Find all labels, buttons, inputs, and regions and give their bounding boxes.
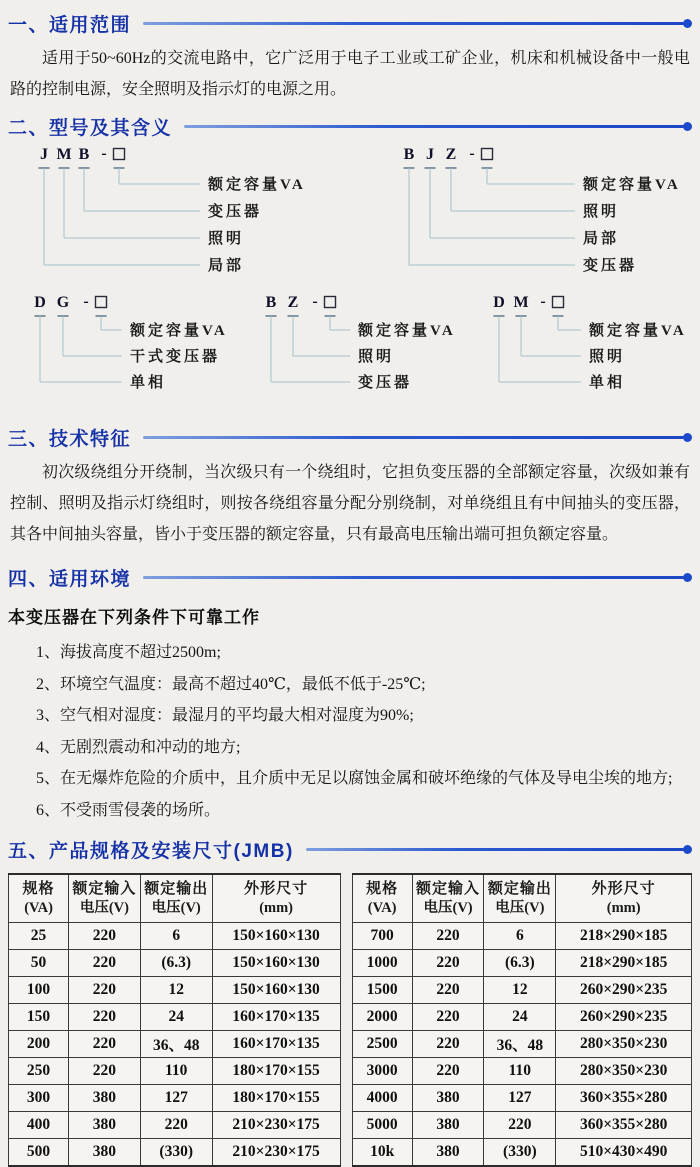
diagram-label: 额定容量VA — [130, 323, 228, 339]
env-condition-item: 3、空气相对湿度：最湿月的平均最大相对湿度为90%; — [36, 707, 414, 724]
spec-cell: 700 — [352, 923, 412, 950]
environment-condition-list — [8, 637, 692, 826]
header-row — [352, 874, 691, 923]
spec-row — [352, 1085, 691, 1112]
spec-cell: 220 — [69, 977, 141, 1004]
spec-cell: 380 — [69, 1112, 141, 1139]
heading-rule — [143, 576, 684, 579]
diagram-label: 局部 — [583, 231, 620, 247]
spec-table-header — [352, 874, 691, 923]
spec-cell: 220 — [69, 950, 141, 977]
spec-cell: 6 — [484, 923, 556, 950]
heading-rule — [143, 436, 684, 439]
spec-cell: 360×355×280 — [556, 1112, 692, 1139]
model-diagram-jmb — [20, 142, 343, 284]
spec-row — [9, 1139, 341, 1167]
column-header: 规格 (VA) — [352, 874, 412, 923]
column-header: 额定输入 电压(V) — [69, 874, 141, 923]
code-letter: B — [265, 294, 276, 311]
spec-cell: 150×160×130 — [212, 923, 340, 950]
code-letter: M — [56, 146, 72, 163]
section-4-title: 四、适用环境 — [8, 569, 132, 590]
model-diagram-dm — [481, 290, 692, 408]
code-dash: - — [540, 293, 547, 310]
diagram-label: 额定容量VA — [589, 323, 688, 339]
column-header: 外形尺寸 (mm) — [556, 874, 692, 923]
spec-cell: 380 — [412, 1139, 484, 1167]
spec-cell: 1500 — [352, 977, 412, 1004]
spec-row — [352, 977, 691, 1004]
code-dash: - — [83, 293, 89, 310]
section-3-title: 三、技术特征 — [8, 429, 132, 450]
spec-cell: 2500 — [352, 1031, 412, 1058]
diagram-label: 干式变压器 — [130, 349, 221, 365]
section-1-title: 一、适用范围 — [8, 15, 132, 36]
spec-cell: 250 — [9, 1058, 69, 1085]
section-5-heading — [8, 836, 692, 863]
diagram-label: 局部 — [208, 258, 245, 274]
code-letter: J — [40, 146, 48, 163]
spec-cell: 24 — [140, 1004, 212, 1031]
spec-cell: 360×355×280 — [556, 1085, 692, 1112]
heading-rule-dot — [683, 122, 692, 131]
capacity-box-icon — [96, 297, 107, 308]
env-condition-item: 6、不受雨雪侵袭的场所。 — [36, 801, 221, 819]
spec-cell: 380 — [69, 1139, 141, 1167]
diagram-label: 照明 — [583, 204, 620, 220]
spec-row — [9, 1085, 341, 1112]
spec-cell: 220 — [69, 923, 141, 950]
column-header: 额定输出 电压(V) — [484, 874, 556, 923]
diagram-label: 变压器 — [208, 204, 263, 220]
spec-cell: 180×170×155 — [212, 1085, 340, 1112]
spec-row — [9, 1031, 341, 1058]
env-condition-item: 2、环境空气温度：最高不超过40℃，最低不低于-25℃; — [36, 675, 426, 693]
section-5-title: 五、产品规格及安装尺寸(JMB) — [8, 841, 294, 862]
spec-row — [352, 1031, 691, 1058]
spec-cell: 280×350×230 — [556, 1058, 692, 1085]
diagram-label: 变压器 — [357, 375, 412, 391]
section-2-title: 二、型号及其含义 — [8, 118, 173, 139]
diagram-label: 照明 — [589, 349, 626, 365]
spec-cell: 218×290×185 — [556, 923, 692, 950]
spec-cell: 300 — [9, 1085, 69, 1112]
spec-cell: 25 — [9, 923, 69, 950]
spec-cell: 36、48 — [484, 1031, 556, 1058]
spec-cell: 110 — [140, 1058, 212, 1085]
spec-table-header — [9, 874, 341, 923]
spec-row — [9, 950, 341, 977]
spec-cell: 220 — [412, 977, 484, 1004]
spec-cell: 150 — [9, 1004, 69, 1031]
heading-rule — [306, 848, 684, 851]
spec-cell: 50 — [9, 950, 69, 977]
code-letter: B — [78, 146, 90, 163]
spec-row — [352, 950, 691, 977]
spec-cell: 380 — [412, 1112, 484, 1139]
spec-table-right — [352, 873, 692, 1167]
code-letter: Z — [287, 294, 298, 311]
code-dash: - — [469, 145, 475, 162]
spec-cell: 220 — [140, 1112, 212, 1139]
spec-row — [9, 977, 341, 1004]
diagram-label: 单相 — [589, 375, 626, 391]
code-letter: B — [403, 146, 415, 163]
spec-row — [9, 923, 341, 950]
spec-cell: 12 — [140, 977, 212, 1004]
code-dash: - — [101, 145, 107, 162]
spec-cell: 160×170×135 — [212, 1004, 340, 1031]
spec-cell: 220 — [484, 1112, 556, 1139]
diagram-label: 变压器 — [583, 258, 638, 274]
spec-cell: 110 — [484, 1058, 556, 1085]
column-header: 额定输出 电压(V) — [140, 874, 212, 923]
column-header: 规格 (VA) — [9, 874, 69, 923]
section-1-heading — [8, 10, 692, 37]
spec-row — [352, 1139, 691, 1167]
model-diagram-bz — [253, 290, 458, 408]
spec-cell: 5000 — [352, 1112, 412, 1139]
spec-cell: 220 — [412, 950, 484, 977]
spec-cell: 260×290×235 — [556, 977, 692, 1004]
spec-cell: 380 — [69, 1085, 141, 1112]
spec-cell: 500 — [9, 1139, 69, 1167]
scope-paragraph: 适用于50~60Hz的交流电路中，它广泛用于电子工业或工矿企业，机床和机械设备中一般电路的控制电源，安全照明及指示灯的电源之用。 — [10, 50, 690, 98]
spec-cell: 10k — [352, 1139, 412, 1167]
code-letter: G — [56, 294, 70, 311]
heading-rule-dot — [683, 433, 692, 442]
heading-rule — [143, 22, 684, 25]
spec-cell: 150×160×130 — [212, 977, 340, 1004]
spec-cell: 4000 — [352, 1085, 412, 1112]
diagram-label: 额定容量VA — [583, 177, 681, 193]
spec-cell: 160×170×135 — [212, 1031, 340, 1058]
spec-cell: 12 — [484, 977, 556, 1004]
spec-row — [9, 1004, 341, 1031]
env-condition-item: 5、在无爆炸危险的介质中，且介质中无足以腐蚀金属和破坏绝缘的气体及导电尘埃的地方; — [36, 770, 673, 787]
spec-row — [352, 1004, 691, 1031]
spec-cell: 150×160×130 — [212, 950, 340, 977]
spec-row — [352, 1058, 691, 1085]
capacity-box-icon — [482, 149, 493, 160]
spec-cell: (330) — [140, 1139, 212, 1167]
spec-cell: 1000 — [352, 950, 412, 977]
spec-cell: 380 — [412, 1085, 484, 1112]
spec-cell: 3000 — [352, 1058, 412, 1085]
diagram-label: 额定容量VA — [208, 177, 306, 193]
spec-cell: 220 — [412, 1058, 484, 1085]
spec-cell: 400 — [9, 1112, 69, 1139]
spec-row — [352, 923, 691, 950]
code-letter: D — [34, 294, 46, 311]
spec-cell: 220 — [69, 1058, 141, 1085]
spec-row — [9, 1112, 341, 1139]
spec-cell: 6 — [140, 923, 212, 950]
spec-cell: (6.3) — [140, 950, 212, 977]
column-header: 额定输入 电压(V) — [412, 874, 484, 923]
capacity-box-icon — [553, 297, 564, 308]
heading-rule — [184, 125, 684, 128]
spec-tables — [8, 873, 692, 1167]
spec-cell: 280×350×230 — [556, 1031, 692, 1058]
section-4-heading — [8, 564, 692, 591]
spec-cell: 180×170×155 — [212, 1058, 340, 1085]
column-header: 外形尺寸 (mm) — [212, 874, 340, 923]
spec-cell: 220 — [412, 1031, 484, 1058]
spec-cell: 220 — [412, 1004, 484, 1031]
code-letter: M — [513, 294, 530, 311]
spec-row — [9, 1058, 341, 1085]
spec-cell: 127 — [484, 1085, 556, 1112]
spec-cell: 127 — [140, 1085, 212, 1112]
diagram-label: 照明 — [208, 231, 245, 247]
header-row — [9, 874, 341, 923]
diagram-label: 照明 — [357, 349, 394, 365]
spec-cell: 210×230×175 — [212, 1112, 340, 1139]
spec-cell: 220 — [69, 1031, 141, 1058]
spec-cell: 510×430×490 — [556, 1139, 692, 1167]
capacity-box-icon — [324, 297, 335, 308]
spec-cell: 260×290×235 — [556, 1004, 692, 1031]
spec-cell: 2000 — [352, 1004, 412, 1031]
spec-cell: 24 — [484, 1004, 556, 1031]
spec-cell: 100 — [9, 977, 69, 1004]
spec-cell: 218×290×185 — [556, 950, 692, 977]
code-letter: J — [426, 146, 435, 163]
model-diagram-row-2 — [20, 290, 692, 408]
environment-intro: 本变压器在下列条件下可靠工作 — [8, 608, 260, 627]
technical-paragraph: 初次级绕组分开绕制，当次级只有一个绕组时，它担负变压器的全部额定容量，次级如兼有控制、照明及指示灯绕组时，则按各绕组容量分配分别绕制，对单绕组且有中间抽头的变压器，其各中间抽头容量，皆小于变压器的额定容量，只有最高电压输出端可担负额定容量。 — [10, 464, 690, 543]
heading-rule-dot — [683, 19, 692, 28]
spec-row — [352, 1112, 691, 1139]
code-letter: D — [493, 294, 506, 311]
diagram-label: 单相 — [130, 375, 167, 391]
model-diagram-dg — [20, 290, 229, 408]
spec-cell: (6.3) — [484, 950, 556, 977]
heading-rule-dot — [683, 845, 692, 854]
model-diagram-bjz — [385, 142, 692, 284]
heading-rule-dot — [683, 573, 692, 582]
diagram-label: 额定容量VA — [357, 323, 456, 339]
spec-table-left — [8, 873, 341, 1167]
spec-cell: 220 — [412, 923, 484, 950]
spec-cell: 210×230×175 — [212, 1139, 340, 1167]
spec-cell: 200 — [9, 1031, 69, 1058]
code-letter: Z — [445, 146, 457, 163]
section-2-heading — [8, 113, 692, 140]
env-condition-item: 4、无剧烈震动和冲动的地方; — [36, 738, 241, 756]
capacity-box-icon — [114, 149, 125, 160]
section-3-heading — [8, 424, 692, 451]
env-condition-item: 1、海拔高度不超过2500m; — [36, 644, 221, 661]
code-dash: - — [311, 293, 318, 310]
model-diagram-row-1 — [20, 142, 692, 284]
spec-cell: 220 — [69, 1004, 141, 1031]
spec-cell: (330) — [484, 1139, 556, 1167]
spec-cell: 36、48 — [140, 1031, 212, 1058]
